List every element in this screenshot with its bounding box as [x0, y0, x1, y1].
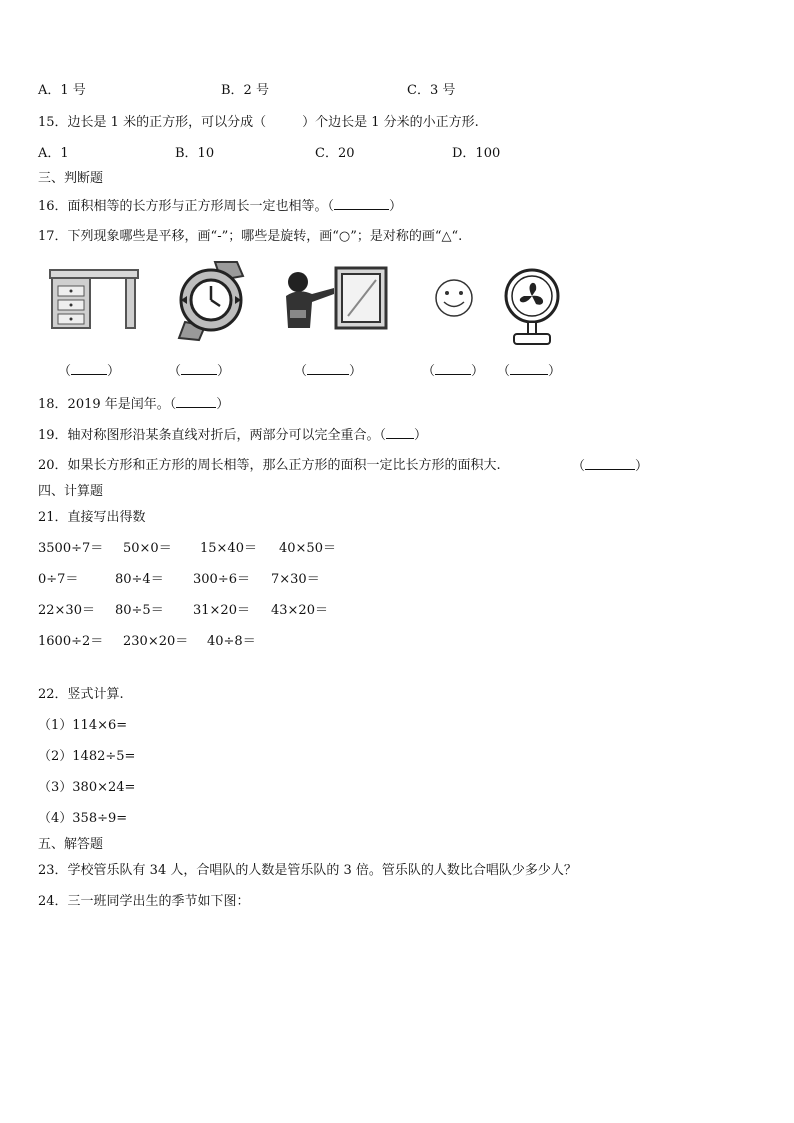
paren-open: （: [497, 364, 511, 379]
paren-close: ）: [635, 459, 649, 474]
window-push-icon: [282, 266, 388, 330]
calc-item: 80÷5＝: [115, 603, 164, 618]
q19-close: ）: [414, 428, 428, 443]
q20-answer-blank[interactable]: [585, 457, 635, 470]
q21-title: 21．直接写出得数: [38, 510, 146, 525]
q17-answer-window[interactable]: [294, 362, 362, 381]
paren-open: （: [294, 364, 308, 379]
q23-text: 23．学校管乐队有 34 人，合唱队的人数是管乐队的 3 倍。管乐队的人数比合唱队少多少人？: [38, 863, 577, 878]
q17-answer-fan[interactable]: [497, 362, 561, 381]
q15-stem-part1: 15．边长是 1 米的正方形，可以分成（: [38, 115, 267, 130]
q18-close: ）: [216, 397, 230, 412]
paren-close: ）: [217, 364, 231, 379]
paren-open: （: [572, 459, 586, 474]
q15-option-b: B．10: [175, 146, 215, 161]
q18: [38, 395, 229, 414]
calc-item: 22×30＝: [38, 603, 95, 618]
calc-item: 50×0＝: [123, 541, 172, 556]
desk-icon: [48, 264, 140, 330]
calc-item: 31×20＝: [193, 603, 250, 618]
calc-item: 230×20＝: [123, 634, 189, 649]
calc-item: 7×30＝: [271, 572, 320, 587]
calc-item: 43×20＝: [271, 603, 328, 618]
paren-close: ）: [471, 364, 485, 379]
answer-blank[interactable]: [510, 362, 548, 375]
q17-text: 17．下列现象哪些是平移，画“-”；哪些是旋转，画“○”；是对称的画“△“.: [38, 229, 463, 244]
q14-option-b: B．2 号: [221, 83, 269, 98]
calc-item: 40×50＝: [279, 541, 336, 556]
q22-item-2: （2）1482÷5=: [38, 749, 136, 764]
q16-answer-blank[interactable]: [334, 197, 389, 210]
q16-close: ）: [389, 199, 403, 214]
q16-text: 16．面积相等的长方形与正方形周长一定也相等。（: [38, 199, 335, 214]
section-title-solve: 五、解答题: [38, 837, 104, 852]
q15-option-c: C．20: [315, 146, 355, 161]
q20-text: 20．如果长方形和正方形的周长相等，那么正方形的面积一定比长方形的面积大.: [38, 458, 501, 473]
q20-answer[interactable]: [572, 457, 648, 476]
q17-answer-desk[interactable]: [58, 362, 120, 381]
paren-close: ）: [548, 364, 562, 379]
calc-item: 300÷6＝: [193, 572, 250, 587]
calc-item: 80÷4＝: [115, 572, 164, 587]
q14-option-a: A．1 号: [38, 83, 86, 98]
q18-answer-blank[interactable]: [176, 395, 216, 408]
q19: [38, 426, 427, 445]
q15-option-a: A．1: [38, 146, 69, 161]
section-title-calc: 四、计算题: [38, 484, 104, 499]
smiley-icon: [432, 278, 476, 318]
q19-text: 19．轴对称图形沿某条直线对折后，两部分可以完全重合。（: [38, 428, 387, 443]
q22-item-3: （3）380×24=: [38, 780, 136, 795]
q19-answer-blank[interactable]: [386, 426, 414, 439]
paren-open: （: [58, 364, 72, 379]
q14-option-c: C．3 号: [407, 83, 456, 98]
q16: [38, 197, 402, 216]
answer-blank[interactable]: [71, 362, 107, 375]
fan-icon: [502, 268, 562, 348]
calc-item: 15×40＝: [200, 541, 257, 556]
calc-item: 1600÷2＝: [38, 634, 104, 649]
paren-close: ）: [107, 364, 121, 379]
q17-answer-watch[interactable]: [168, 362, 230, 381]
section-title-judge: 三、判断题: [38, 171, 104, 186]
calc-item: 3500÷7＝: [38, 541, 104, 556]
q15-option-d: D．100: [452, 146, 501, 161]
answer-blank[interactable]: [181, 362, 217, 375]
answer-blank[interactable]: [435, 362, 471, 375]
q22-item-1: （1）114×6=: [38, 718, 128, 733]
q17-answer-smiley[interactable]: [422, 362, 484, 381]
answer-blank[interactable]: [307, 362, 349, 375]
calc-item: 0÷7＝: [38, 572, 79, 587]
paren-open: （: [422, 364, 436, 379]
q18-text: 18．2019 年是闰年。（: [38, 397, 177, 412]
paren-close: ）: [349, 364, 363, 379]
q22-title: 22．竖式计算.: [38, 687, 124, 702]
q15-stem: [38, 114, 479, 132]
q15-stem-part2: ）个边长是 1 分米的小正方形.: [302, 115, 479, 130]
q24-text: 24．三一班同学出生的季节如下图：: [38, 894, 250, 909]
paren-open: （: [168, 364, 182, 379]
watch-icon: [165, 260, 257, 342]
calc-item: 40÷8＝: [207, 634, 256, 649]
q22-item-4: （4）358÷9=: [38, 811, 128, 826]
